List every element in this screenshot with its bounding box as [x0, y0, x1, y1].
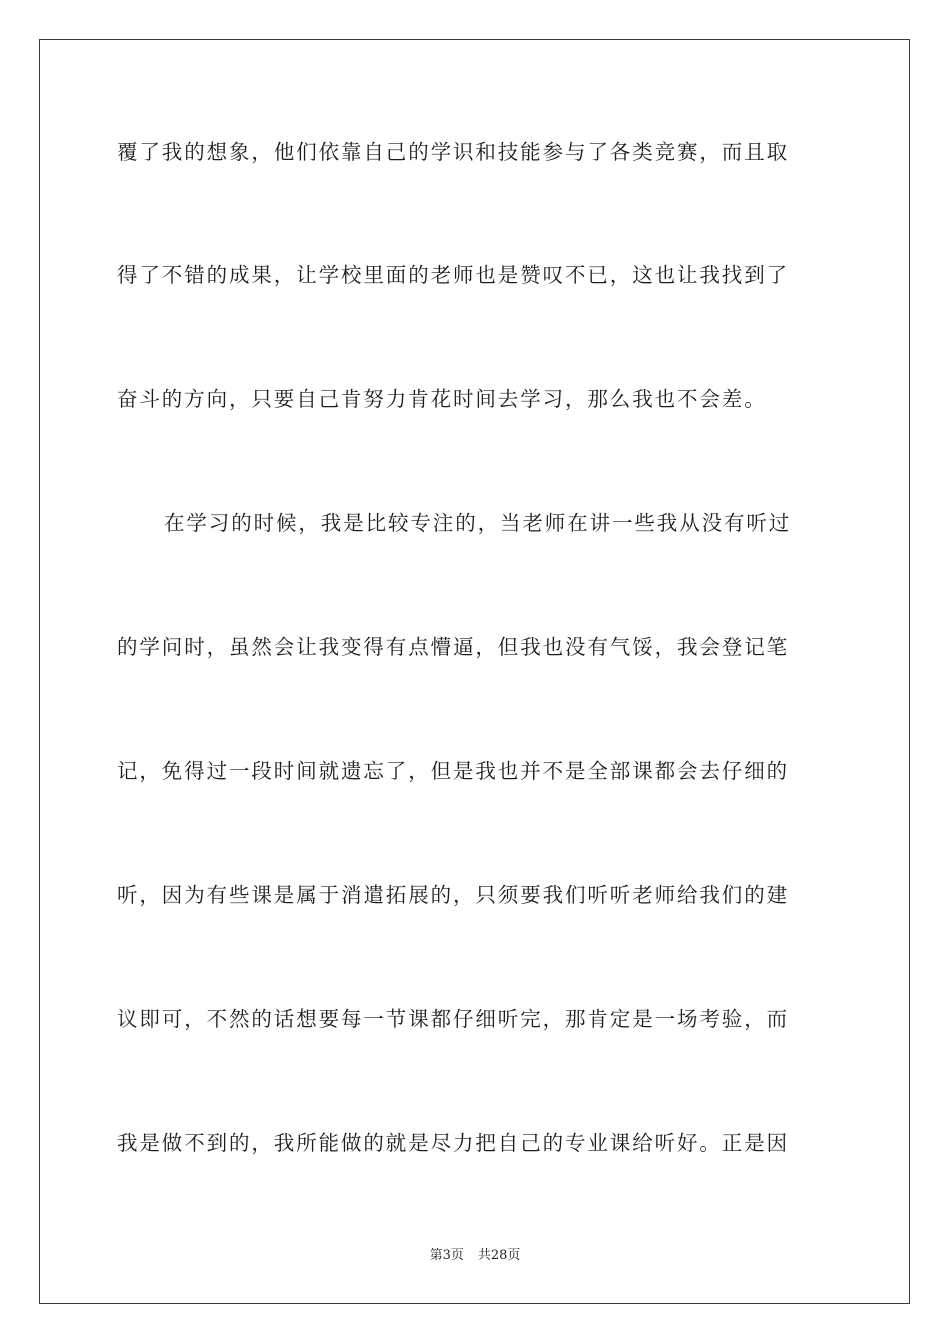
text-line-3: 奋斗的方向，只要自己肯努力肯花时间去学习，那么我也不会差。: [117, 387, 767, 411]
page-number: 第3页: [429, 1248, 464, 1263]
page-border: [39, 39, 910, 1304]
text-line-7: 听，因为有些课是属于消遣拓展的，只须要我们听听老师给我们的建: [117, 883, 789, 907]
page-total: 共28页: [477, 1248, 521, 1263]
text-line-9: 我是做不到的，我所能做的就是尽力把自己的专业课给听好。正是因: [117, 1131, 789, 1155]
page-footer: [0, 1247, 950, 1265]
text-line-6: 记，免得过一段时间就遗忘了，但是我也并不是全部课都会去仔细的: [117, 759, 789, 783]
text-line-1: 覆了我的想象，他们依靠自己的学识和技能参与了各类竞赛，而且取: [117, 140, 789, 164]
text-line-4-paragraph-start: 在学习的时候，我是比较专注的，当老师在讲一些我从没有听过: [164, 511, 792, 535]
text-line-2: 得了不错的成果，让学校里面的老师也是赞叹不已，这也让我找到了: [117, 263, 789, 287]
text-line-5: 的学问时，虽然会让我变得有点懵逼，但我也没有气馁，我会登记笔: [117, 635, 789, 659]
text-line-8: 议即可，不然的话想要每一节课都仔细听完，那肯定是一场考验，而: [117, 1007, 789, 1031]
